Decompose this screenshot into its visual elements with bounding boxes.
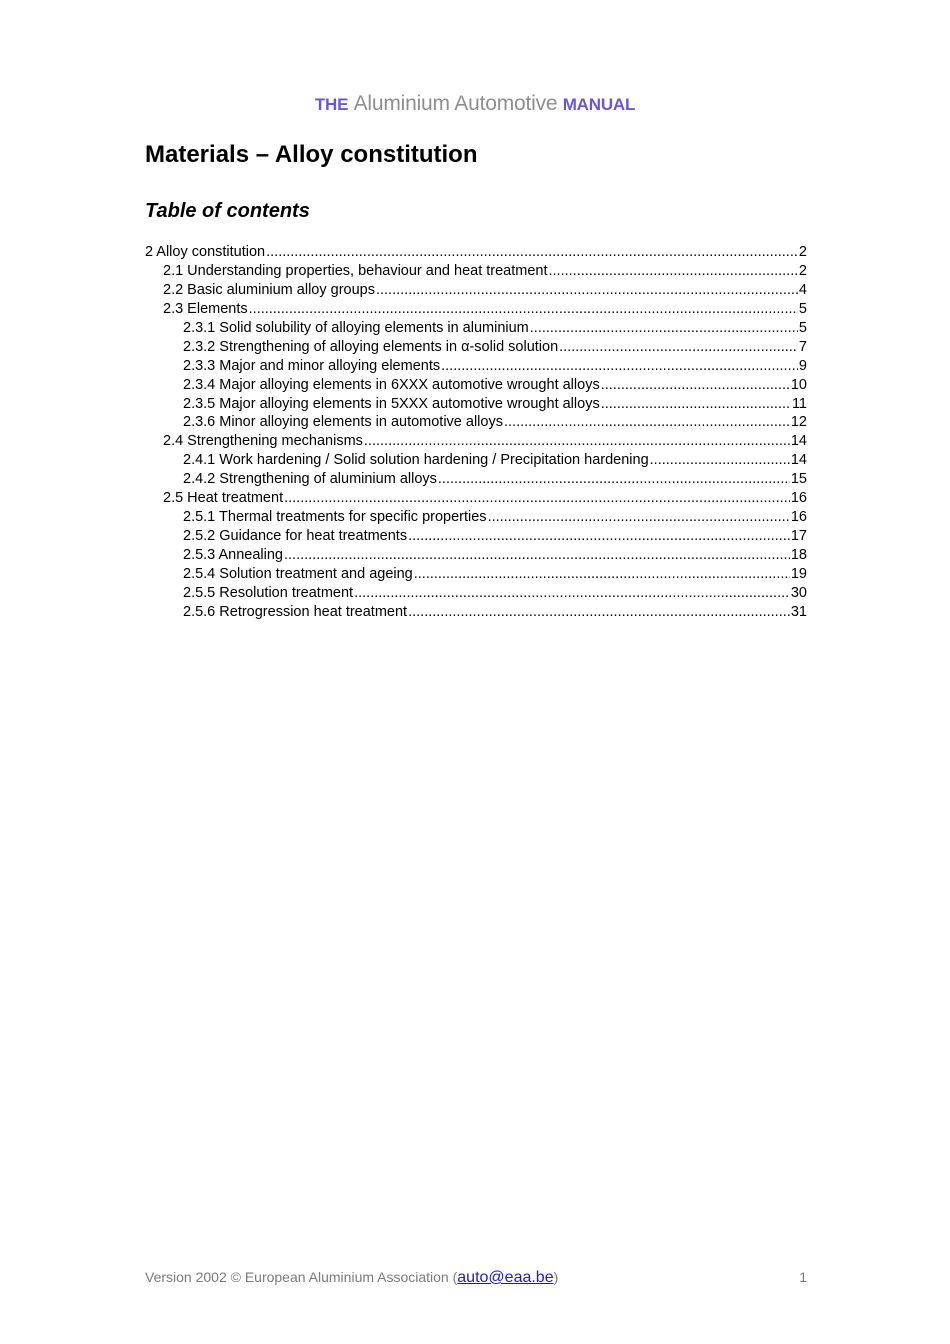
toc-entry[interactable] — [145, 413, 807, 432]
toc-entry[interactable] — [145, 281, 807, 300]
toc-leader-dots — [530, 319, 798, 338]
toc-entry-label: 2.5 Heat treatment — [163, 490, 284, 507]
page-title: Materials – Alloy constitution — [145, 141, 478, 168]
toc-leader-dots — [504, 413, 790, 432]
toc-entry-label: 2.3.3 Major and minor alloying elements — [183, 357, 441, 374]
toc-leader-dots — [414, 565, 790, 584]
page-footer — [145, 1269, 807, 1287]
toc-leader-dots — [364, 432, 790, 451]
toc-leader-dots — [601, 376, 790, 395]
table-of-contents — [145, 243, 807, 622]
toc-entry-page: 9 — [798, 357, 807, 374]
toc-entry[interactable] — [145, 546, 807, 565]
toc-entry[interactable] — [145, 489, 807, 508]
toc-entry-label: 2.5.1 Thermal treatments for specific properties — [183, 509, 487, 526]
toc-leader-dots — [408, 527, 790, 546]
toc-entry-page: 14 — [790, 433, 807, 450]
toc-entry-page: 5 — [798, 319, 807, 336]
toc-entry-page: 5 — [798, 300, 807, 317]
toc-leader-dots — [650, 451, 790, 470]
toc-entry[interactable] — [145, 300, 807, 319]
toc-leader-dots — [408, 603, 790, 622]
toc-entry[interactable] — [145, 470, 807, 489]
toc-entry-label: 2.3.5 Major alloying elements in 5XXX automotive wrought alloys — [183, 395, 600, 412]
toc-leader-dots — [488, 508, 790, 527]
running-header — [0, 92, 950, 116]
toc-entry[interactable] — [145, 432, 807, 451]
toc-entry-page: 2 — [798, 262, 807, 279]
toc-entry[interactable] — [145, 262, 807, 281]
toc-entry-label: 2.5.4 Solution treatment and ageing — [183, 565, 413, 582]
toc-entry-label: 2 Alloy constitution — [145, 244, 266, 260]
toc-entry-page: 12 — [790, 414, 807, 431]
toc-entry-label: 2.5.3 Annealing — [183, 547, 283, 563]
toc-heading: Table of contents — [145, 200, 310, 222]
toc-leader-dots — [376, 281, 798, 300]
header-suffix: MANUAL — [562, 95, 636, 114]
toc-entry-label: 2.3.1 Solid solubility of alloying elements in aluminium — [183, 319, 529, 336]
footer-email-link[interactable]: auto@eaa.be — [457, 1269, 554, 1286]
toc-leader-dots — [441, 357, 798, 376]
toc-entry-label: 2.4.1 Work hardening / Solid solution hardening / Precipitation hardening — [183, 452, 649, 469]
toc-entry[interactable] — [145, 508, 807, 527]
toc-entry-page: 16 — [790, 509, 807, 526]
toc-entry-label: 2.1 Understanding properties, behaviour and heat treatment — [163, 262, 548, 279]
toc-entry-label: 2.4 Strengthening mechanisms — [163, 433, 363, 450]
footer-page-number: 1 — [799, 1269, 807, 1285]
footer-text-before: Version 2002 © European Aluminium Association ( — [145, 1269, 458, 1285]
toc-leader-dots — [549, 262, 798, 281]
toc-leader-dots — [438, 470, 790, 489]
toc-entry[interactable] — [145, 603, 807, 622]
toc-entry-label: 2.5.5 Resolution treatment — [183, 584, 354, 601]
toc-entry[interactable] — [145, 565, 807, 584]
toc-entry-page: 7 — [798, 338, 807, 355]
toc-entry[interactable] — [145, 395, 807, 414]
toc-leader-dots — [284, 489, 790, 508]
toc-entry-label: 2.3.4 Major alloying elements in 6XXX automotive wrought alloys — [183, 376, 600, 393]
toc-entry[interactable] — [145, 451, 807, 470]
toc-leader-dots — [266, 243, 798, 262]
footer-text-after: ) — [553, 1269, 559, 1285]
toc-entry[interactable] — [145, 527, 807, 546]
header-prefix: THE — [314, 95, 349, 114]
toc-entry-label: 2.2 Basic aluminium alloy groups — [163, 281, 375, 298]
toc-entry-label: 2.3.6 Minor alloying elements in automotive alloys — [183, 414, 503, 431]
toc-entry-page: 2 — [798, 244, 807, 260]
toc-entry-page: 31 — [790, 603, 807, 620]
toc-leader-dots — [284, 546, 790, 565]
toc-entry-page: 14 — [790, 452, 807, 469]
toc-entry-page: 19 — [790, 565, 807, 582]
toc-entry[interactable] — [145, 319, 807, 338]
header-main: Aluminium Automotive — [353, 92, 558, 115]
toc-leader-dots — [354, 584, 790, 603]
toc-leader-dots — [601, 395, 791, 414]
footer-copyright — [145, 1269, 558, 1287]
toc-entry-page: 4 — [798, 281, 807, 298]
toc-leader-dots — [559, 338, 798, 357]
toc-entry-label: 2.4.2 Strengthening of aluminium alloys — [183, 471, 437, 488]
toc-entry[interactable] — [145, 243, 807, 262]
toc-leader-dots — [249, 300, 798, 319]
toc-entry-page: 11 — [791, 395, 807, 412]
toc-entry-page: 30 — [790, 584, 807, 601]
toc-entry-page: 18 — [790, 547, 807, 563]
toc-entry-page: 15 — [790, 471, 807, 488]
toc-entry-label: 2.5.6 Retrogression heat treatment — [183, 603, 408, 620]
toc-entry-label: 2.3.2 Strengthening of alloying elements in α-solid solution — [183, 338, 559, 355]
toc-entry[interactable] — [145, 357, 807, 376]
toc-entry[interactable] — [145, 338, 807, 357]
toc-entry-page: 17 — [790, 528, 807, 545]
toc-entry-page: 16 — [790, 490, 807, 507]
toc-entry-label: 2.3 Elements — [163, 300, 248, 317]
toc-entry[interactable] — [145, 584, 807, 603]
toc-entry-label: 2.5.2 Guidance for heat treatments — [183, 528, 408, 545]
toc-entry[interactable] — [145, 376, 807, 395]
toc-entry-page: 10 — [790, 376, 807, 393]
